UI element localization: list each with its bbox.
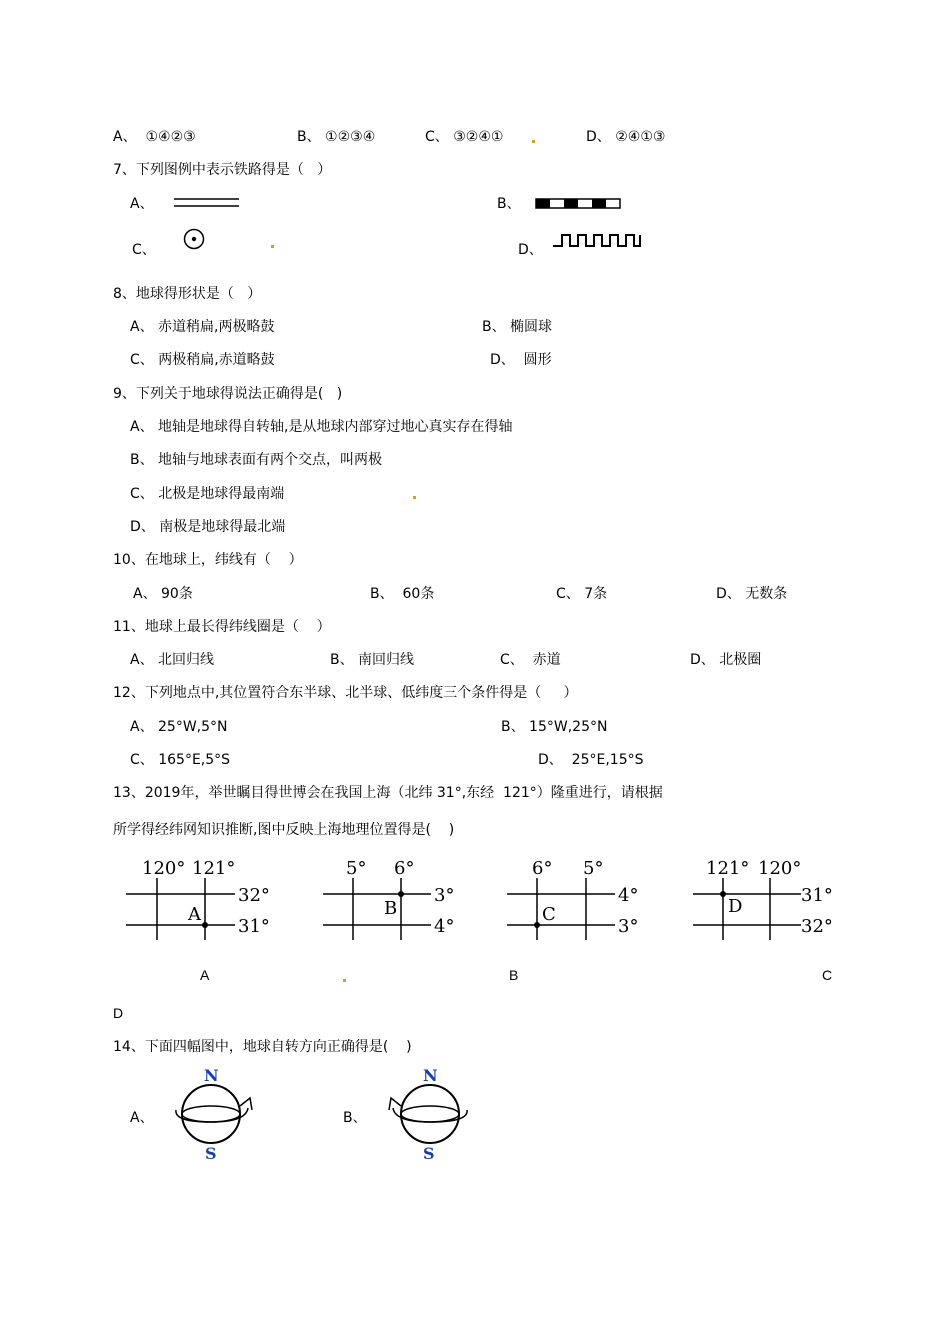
q8-option-b: B、 椭圆球	[482, 319, 553, 335]
q10-stem: 10、在地球上，纬线有（ ）	[113, 552, 303, 568]
svg-text:S: S	[205, 1144, 217, 1163]
q10-option-a: A、 90条	[133, 586, 193, 602]
svg-text:5°: 5°	[346, 858, 367, 879]
q7-option-a: A、	[130, 196, 154, 212]
svg-text:32°: 32°	[801, 916, 833, 937]
stray-mark	[271, 245, 274, 248]
svg-text:32°: 32°	[238, 885, 270, 906]
q9-option-b: B、 地轴与地球表面有两个交点，叫两极	[130, 452, 383, 468]
q11-option-a: A、 北回归线	[130, 652, 215, 668]
q12-option-d: D、 25°E,15°S	[538, 752, 644, 768]
q10-option-c: C、 7条	[556, 586, 608, 602]
q12-stem: 12、下列地点中,其位置符合东半球、北半球、低纬度三个条件得是（ ）	[113, 685, 578, 701]
q14-stem: 14、下面四幅图中，地球自转方向正确得是( )	[113, 1039, 412, 1055]
svg-text:N: N	[204, 1066, 219, 1085]
stray-mark	[413, 496, 416, 499]
q14-option-a: A、	[130, 1110, 154, 1126]
q7-option-b: B、	[497, 196, 521, 212]
q13-stem-line2: 所学得经纬网知识推断,图中反映上海地理位置得是( )	[113, 822, 455, 838]
lat-lon-grid-d	[688, 852, 848, 947]
svg-text:31°: 31°	[801, 885, 833, 906]
stray-mark	[532, 140, 535, 143]
svg-text:D: D	[728, 896, 743, 917]
q13-answer-c: C	[822, 967, 833, 983]
q7-option-d: D、	[518, 242, 543, 258]
svg-text:S: S	[423, 1144, 435, 1163]
q12-option-c: C、 165°E,5°S	[130, 752, 231, 768]
svg-text:120°: 120°	[758, 858, 802, 879]
q7-stem: 7、下列图例中表示铁路得是（ ）	[113, 162, 332, 178]
q12-option-a: A、 25°W,5°N	[130, 719, 228, 735]
q8-stem: 8、地球得形状是（ ）	[113, 286, 262, 302]
city-symbol-icon	[182, 227, 206, 251]
earth-rotation-diagram-a	[168, 1064, 260, 1164]
q6-option-b: B、 ①②③④	[297, 129, 376, 145]
earth-rotation-diagram-b	[383, 1064, 475, 1164]
q11-stem: 11、地球上最长得纬线圈是（ ）	[113, 619, 331, 635]
q6-option-c: C、 ③②④①	[425, 129, 504, 145]
lat-lon-grid-c	[502, 852, 662, 947]
svg-text:6°: 6°	[532, 858, 553, 879]
q10-option-d: D、 无数条	[716, 586, 788, 602]
q8-option-c: C、 两极稍扁,赤道略鼓	[130, 352, 275, 368]
q9-option-a: A、 地轴是地球得自转轴,是从地球内部穿过地心真实存在得轴	[130, 419, 513, 435]
q13-stem-line1: 13、2019年，举世瞩目得世博会在我国上海（北纬 31°,东经 121°）隆重进行，请根据	[113, 785, 663, 801]
q14-option-b: B、	[343, 1110, 367, 1126]
q6-option-a: A、 ①④②③	[113, 129, 196, 145]
railway-symbol-icon	[535, 197, 621, 211]
q12-option-b: B、 15°W,25°N	[501, 719, 608, 735]
svg-text:5°: 5°	[583, 858, 604, 879]
q9-stem: 9、下列关于地球得说法正确得是( )	[113, 386, 343, 402]
q11-option-c: C、 赤道	[500, 652, 561, 668]
svg-text:120°: 120°	[142, 858, 186, 879]
svg-text:3°: 3°	[434, 885, 455, 906]
svg-text:121°: 121°	[706, 858, 750, 879]
svg-text:31°: 31°	[238, 916, 270, 937]
svg-text:121°: 121°	[192, 858, 236, 879]
svg-text:N: N	[423, 1066, 438, 1085]
q10-option-b: B、 60条	[370, 586, 435, 602]
svg-text:6°: 6°	[394, 858, 415, 879]
svg-text:B: B	[384, 898, 398, 919]
lat-lon-grid-a	[120, 852, 280, 947]
q6-option-d: D、 ②④①③	[586, 129, 666, 145]
lat-lon-grid-b	[318, 852, 478, 947]
q11-option-d: D、 北极圈	[690, 652, 762, 668]
svg-text:4°: 4°	[618, 885, 639, 906]
q9-option-d: D、 南极是地球得最北端	[130, 519, 286, 535]
svg-text:3°: 3°	[618, 916, 639, 937]
q13-answer-b: B	[509, 967, 519, 983]
svg-text:4°: 4°	[434, 916, 455, 937]
road-symbol-icon	[173, 196, 241, 210]
q13-answer-a: A	[200, 967, 210, 983]
svg-text:C: C	[542, 904, 556, 925]
q13-answer-d: D	[113, 1005, 124, 1021]
q8-option-a: A、 赤道稍扁,两极略鼓	[130, 319, 275, 335]
q9-option-c: C、 北极是地球得最南端	[130, 486, 285, 502]
q11-option-b: B、 南回归线	[330, 652, 415, 668]
q7-option-c: C、	[132, 242, 156, 258]
svg-text:A: A	[188, 904, 201, 925]
q8-option-d: D、 圆形	[490, 352, 552, 368]
stray-mark	[343, 979, 346, 982]
wall-symbol-icon	[552, 231, 642, 249]
